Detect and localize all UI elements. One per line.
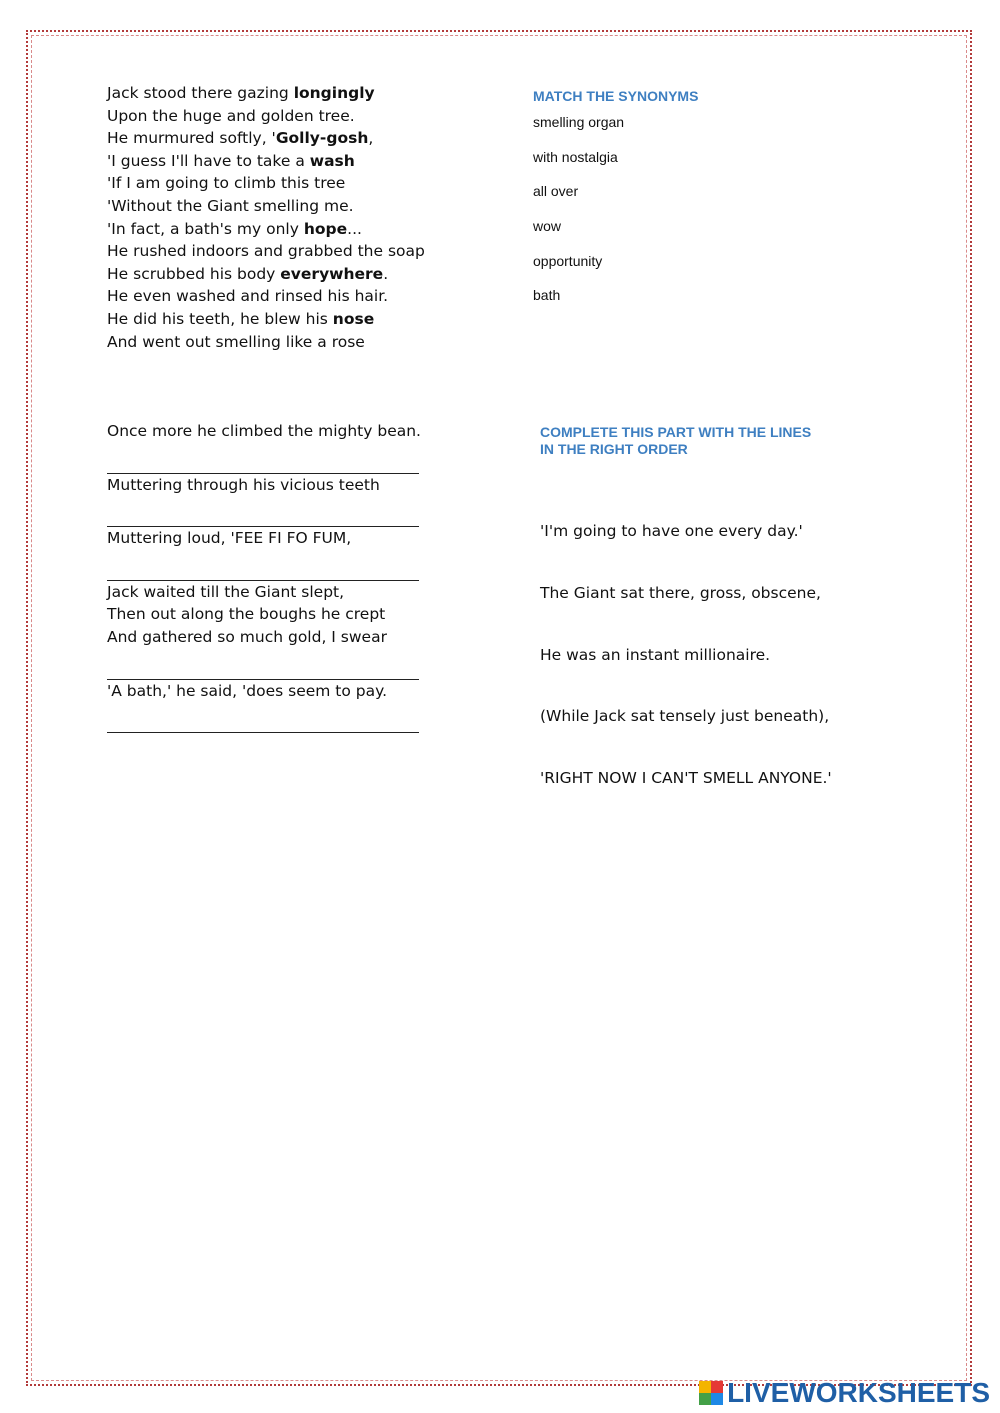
liveworksheets-logo (699, 1377, 990, 1409)
blank-answer-line[interactable] (107, 714, 419, 733)
stanza-line: Muttering through his vicious teeth (107, 475, 380, 494)
fill-in-stanza (107, 420, 421, 733)
order-option[interactable]: 'RIGHT NOW I CAN'T SMELL ANYONE.' (540, 769, 832, 787)
stanza-line: 'A bath,' he said, 'does seem to pay. (107, 681, 388, 700)
poem-line: 'I guess I'll have to take a wash (107, 151, 355, 170)
poem-line: He rushed indoors and grabbed the soap (107, 242, 425, 261)
poem-line: Upon the huge and golden tree. (107, 106, 355, 125)
stanza-line: And gathered so much gold, I swear (107, 627, 387, 646)
order-option[interactable]: (While Jack sat tensely just beneath), (540, 707, 830, 725)
synonym-item[interactable]: smelling organ (533, 114, 625, 130)
logo-mark-icon (699, 1381, 723, 1405)
synonym-item[interactable]: wow (533, 218, 562, 235)
poem-line: He scrubbed his body everywhere. (107, 264, 389, 283)
logo-text: LIVEWORKSHEETS (727, 1377, 990, 1408)
blank-answer-line[interactable] (107, 562, 419, 581)
poem-line: And went out smelling like a rose (107, 332, 365, 351)
blank-answer-line[interactable] (107, 508, 419, 527)
poem-line: He even washed and rinsed his hair. (107, 287, 389, 306)
order-option[interactable]: The Giant sat there, gross, obscene, (540, 584, 821, 602)
blank-answer-line[interactable] (107, 455, 419, 474)
synonym-item[interactable]: bath (533, 287, 561, 304)
order-heading-line: IN THE RIGHT ORDER (540, 441, 688, 457)
blank-answer-line[interactable] (107, 661, 419, 680)
order-heading (540, 424, 811, 458)
poem-line: He did his teeth, he blew his nose (107, 309, 375, 328)
poem-line: Jack stood there gazing longingly (107, 84, 375, 102)
synonyms-heading: MATCH THE SYNONYMS (533, 88, 699, 104)
order-heading-line: COMPLETE THIS PART WITH THE LINES (540, 424, 812, 440)
synonym-item[interactable]: with nostalgia (533, 148, 618, 165)
poem-line: 'If I am going to climb this tree (107, 174, 346, 193)
poem-line: 'Without the Giant smelling me. (107, 196, 354, 215)
synonym-item[interactable]: all over (533, 183, 579, 200)
stanza-line: Muttering loud, 'FEE FI FO FUM, (107, 529, 352, 548)
synonym-item[interactable]: opportunity (533, 252, 603, 269)
order-option[interactable]: He was an instant millionaire. (540, 646, 771, 664)
synonyms-list (533, 114, 624, 322)
poem-line: 'In fact, a bath's my only hope... (107, 219, 362, 238)
stanza-line: Then out along the boughs he crept (107, 605, 386, 624)
stanza-line: Once more he climbed the mighty bean. (107, 422, 421, 440)
order-option[interactable]: 'I'm going to have one every day.' (540, 522, 803, 540)
poem-line: He murmured softly, 'Golly-gosh, (107, 129, 374, 148)
poem-stanza (107, 82, 425, 353)
stanza-line: Jack waited till the Giant slept, (107, 582, 345, 601)
